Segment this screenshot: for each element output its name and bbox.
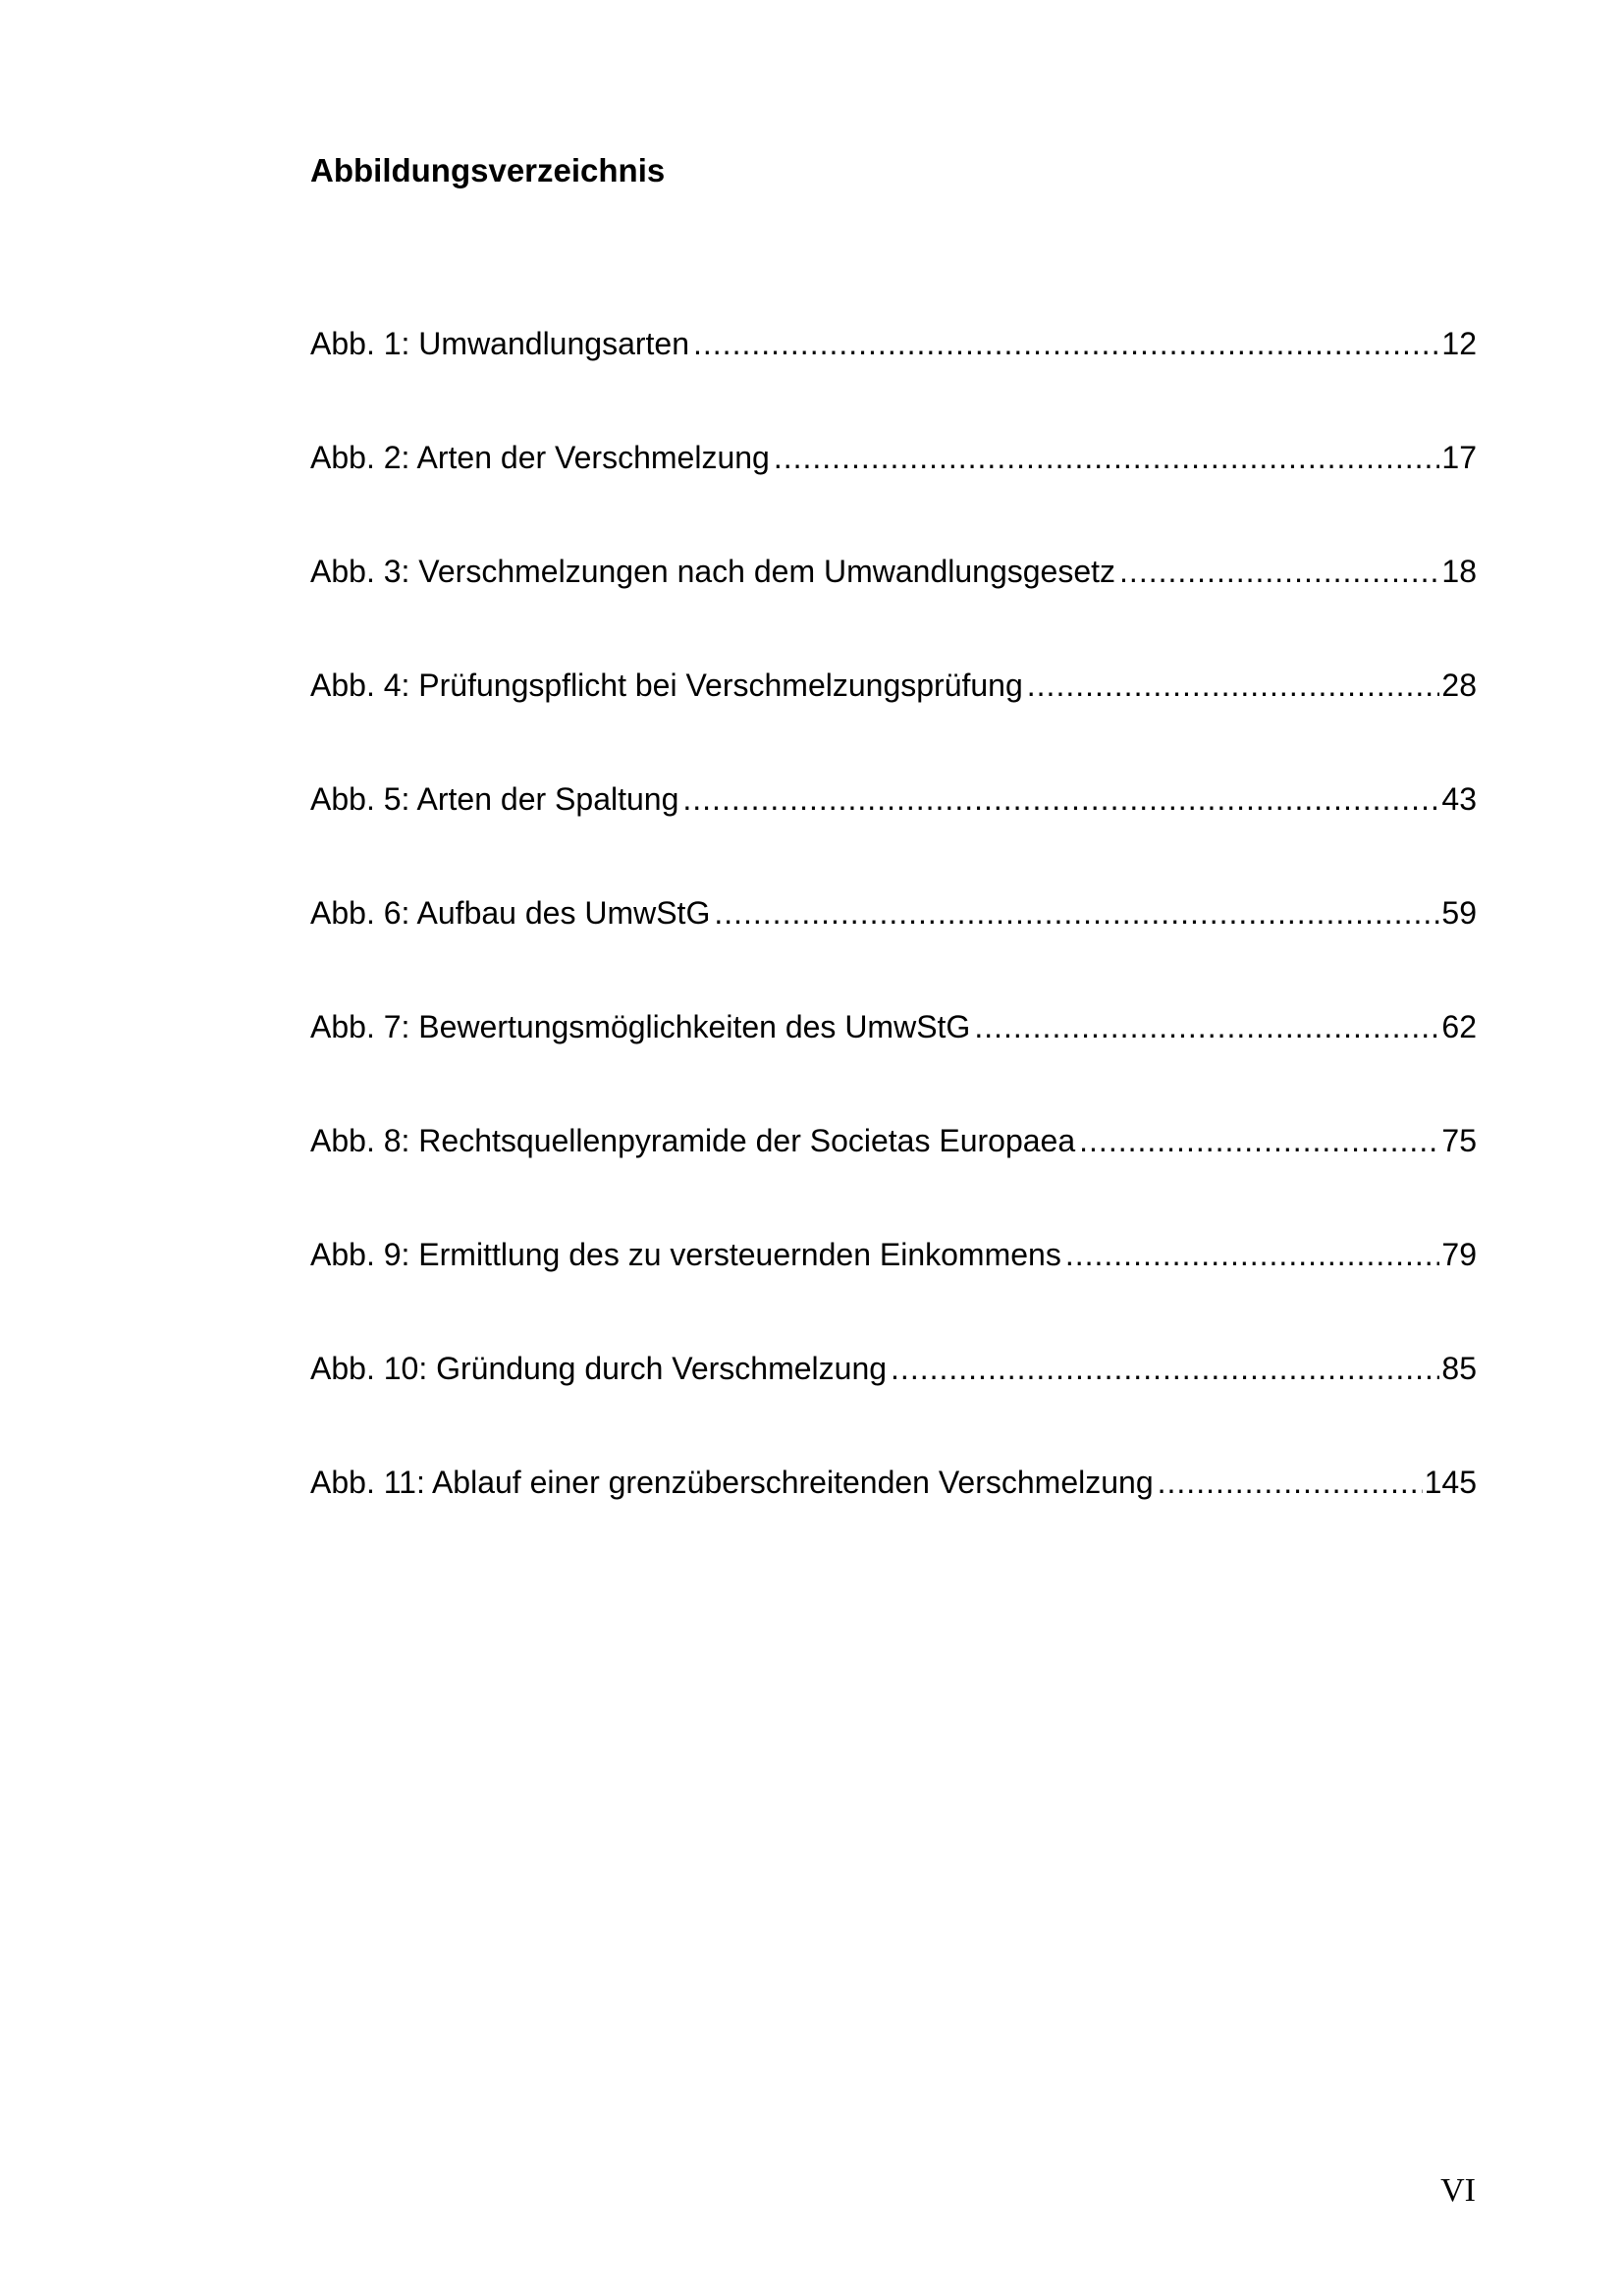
entry-label: Abb. 10: Gründung durch Verschmelzung	[310, 1351, 888, 1386]
entry-page: 145	[1424, 1465, 1477, 1500]
dot-leader	[891, 1349, 1439, 1388]
entry-page: 28	[1441, 667, 1477, 703]
entry-page: 43	[1441, 781, 1477, 817]
entry-label: Abb. 3: Verschmelzungen nach dem Umwandlungsgesetz	[310, 554, 1116, 589]
entry-label: Abb. 11: Ablauf einer grenzüberschreitenden Verschmelzung	[310, 1465, 1154, 1500]
figure-entry-10[interactable]	[310, 1349, 1477, 1463]
entry-label: Abb. 1: Umwandlungsarten	[310, 326, 689, 361]
entry-label: Abb. 9: Ermittlung des zu versteuernden Einkommens	[310, 1237, 1061, 1272]
figure-entry-11[interactable]	[310, 1463, 1477, 1576]
figure-entry-3[interactable]	[310, 552, 1477, 666]
entry-label: Abb. 8: Rechtsquellenpyramide der Societas Europaea	[310, 1123, 1076, 1158]
dot-leader	[693, 324, 1439, 363]
entry-page: 18	[1441, 554, 1477, 589]
dot-leader	[1158, 1463, 1423, 1502]
figure-entry-1[interactable]	[310, 324, 1477, 438]
entry-page: 62	[1441, 1009, 1477, 1044]
entry-page: 12	[1441, 326, 1477, 361]
dot-leader	[774, 438, 1440, 477]
figure-entry-8[interactable]	[310, 1121, 1477, 1235]
figure-entry-7[interactable]	[310, 1007, 1477, 1121]
entry-label: Abb. 7: Bewertungsmöglichkeiten des UmwStG	[310, 1009, 971, 1044]
page-number: VI	[1440, 2172, 1476, 2209]
entry-label: Abb. 4: Prüfungspflicht bei Verschmelzungsprüfung	[310, 667, 1023, 703]
entry-page: 75	[1441, 1123, 1477, 1158]
dot-leader	[1079, 1121, 1439, 1160]
entry-page: 59	[1441, 895, 1477, 931]
figure-entry-2[interactable]	[310, 438, 1477, 552]
entry-label: Abb. 5: Arten der Spaltung	[310, 781, 679, 817]
figure-entry-5[interactable]	[310, 779, 1477, 893]
entry-page: 85	[1441, 1351, 1477, 1386]
entry-label: Abb. 2: Arten der Verschmelzung	[310, 440, 770, 475]
entry-label: Abb. 6: Aufbau des UmwStG	[310, 895, 711, 931]
page-title: Abbildungsverzeichnis	[310, 152, 666, 188]
entry-page: 17	[1441, 440, 1477, 475]
dot-leader	[1065, 1235, 1440, 1274]
figure-entry-4[interactable]	[310, 666, 1477, 779]
dot-leader	[1027, 666, 1440, 705]
dot-leader	[1119, 552, 1439, 591]
dot-leader	[714, 893, 1439, 933]
figure-entry-6[interactable]	[310, 893, 1477, 1007]
dot-leader	[974, 1007, 1439, 1046]
figure-list	[310, 324, 1477, 1576]
figure-entry-9[interactable]	[310, 1235, 1477, 1349]
dot-leader	[682, 779, 1439, 819]
entry-page: 79	[1441, 1237, 1477, 1272]
